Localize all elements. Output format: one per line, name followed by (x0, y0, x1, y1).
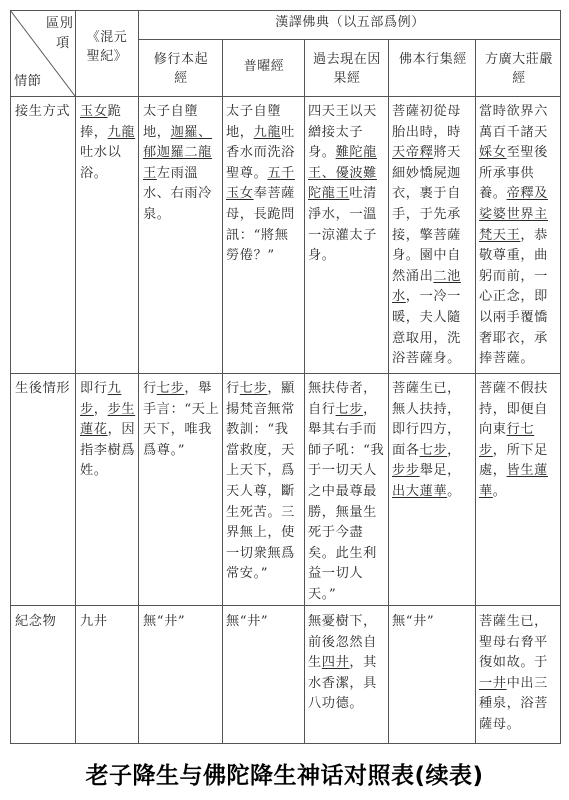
underlined-term: 七步 (156, 381, 185, 396)
cell-r2-col5 (479, 379, 559, 503)
cell-text: ， (93, 401, 108, 417)
cell-text: 舉足， (419, 463, 461, 479)
row-label-birth-method: 接生方式 (15, 104, 71, 119)
cell-text: 。 (447, 483, 461, 499)
cell-r1-col4 (392, 102, 473, 370)
cell-text: ，一冷一暖，夫人隨意取用，洗浴菩薩身。 (392, 289, 461, 367)
header-col-4: 佛本行集經 (398, 52, 467, 67)
cell-text: 即行 (80, 381, 108, 396)
cell-r3-col2 (226, 612, 302, 633)
cell-text: 菩薩初從母胎出時，時 (392, 104, 461, 140)
cell-text: 菩薩不假扶持，即便自向東 (479, 381, 548, 438)
underlined-term: 出大蓮華 (392, 483, 448, 499)
cell-text: 。 (492, 483, 507, 499)
underlined-term: 皆生蓮華 (479, 463, 548, 499)
header-col-2: 普曜經 (243, 59, 285, 74)
cell-text: 無扶侍者，自行 (308, 381, 377, 417)
cell-text: 太子自墮地， (226, 104, 282, 140)
cell-r3-col4 (392, 612, 473, 633)
cell-r2-hunyuan (80, 379, 136, 482)
underlined-term: 二池水 (392, 268, 461, 305)
cell-text: ，因指李樹爲姓。 (80, 422, 136, 479)
cell-r3-col1 (143, 612, 220, 633)
row-label-after-birth: 生後情形 (15, 381, 71, 396)
cell-text: 菩薩生已，聖母右脅平復如故。于 (479, 614, 548, 671)
cell-text: 當時欲界六萬百千諸天 (479, 104, 548, 140)
cell-text: 至聖後所承事供養。 (479, 145, 548, 202)
cell-text: 無“井” (392, 614, 435, 629)
row-label-memorial: 紀念物 (15, 614, 57, 629)
underlined-term: 迦羅、郁迦羅二龍王 (143, 124, 212, 181)
cell-text: ， (447, 442, 461, 458)
cell-r3-hunyuan (80, 612, 136, 633)
cell-text: 跪捧， (80, 104, 122, 140)
underlined-term: 七步 (335, 401, 364, 417)
underlined-term: 七步 (239, 381, 268, 396)
cell-text: 無“井” (143, 614, 186, 629)
cell-text: 將天細妙憍屍迦衣，裹于自手，于先承接，擎菩薩身。園中自然涌出 (392, 145, 461, 284)
cell-r2-col4 (392, 379, 473, 503)
underlined-term: 九龍 (253, 124, 282, 140)
underlined-term: 帝釋及娑婆世界主梵天王 (479, 186, 548, 243)
cell-r1-col1 (143, 102, 220, 226)
cell-r2-col2 (226, 379, 302, 585)
underlined-term: 行七步 (479, 422, 535, 458)
cell-text: 吐清淨水，一溫一涼灌太子身。 (308, 186, 377, 264)
header-col-5: 方廣大莊嚴經 (484, 52, 553, 86)
header-col-3: 過去現在因果經 (312, 52, 381, 86)
cell-text: 行 (143, 381, 157, 396)
table-caption: 老子降生与佛陀降生神话对照表(续表) (85, 763, 484, 789)
cell-text: 九井 (80, 614, 108, 629)
cell-text: 中出三種泉，浴菩薩母。 (479, 675, 548, 732)
corner-label-top: 區別 (46, 16, 74, 31)
cell-r2-col1 (143, 379, 220, 461)
cell-text: ，其水香潔，具八功德。 (308, 655, 377, 712)
underlined-term: 玉女 (80, 104, 108, 119)
underlined-term: 七步 (419, 442, 448, 458)
cell-r1-col3 (308, 102, 386, 267)
corner-label-bottom: 情節 (14, 74, 42, 89)
cell-text: 行 (226, 381, 240, 396)
underlined-term: 難陀龍王、優波難陀龍王 (308, 145, 377, 202)
underlined-term: 一井 (479, 675, 507, 691)
cell-text: 無憂樹下，前後忽然自生 (308, 614, 377, 671)
cell-text: 奉菩薩母，長跪問訊：“將無勞倦？” (226, 186, 295, 264)
header-col-1: 修行本起經 (153, 52, 209, 86)
underlined-term: 步生蓮花 (80, 401, 136, 438)
underlined-term: 五千玉女 (226, 165, 295, 202)
underlined-term: 婇女 (479, 145, 507, 161)
cell-text: 菩薩生已，無人扶持，即行四方，面各 (392, 381, 461, 458)
cell-r3-col5 (479, 612, 559, 736)
cell-text: 左雨溫水、右雨冷泉。 (143, 165, 212, 222)
cell-text: 太子自墮地， (143, 104, 199, 140)
cell-text: ，恭敬尊重，曲躬而前，一心正念，即以兩手覆憍奢耶衣，承捧菩薩。 (479, 227, 548, 367)
underlined-term: 四井 (321, 655, 350, 671)
cell-r1-hunyuan (80, 102, 136, 184)
cell-r2-col3 (308, 379, 386, 606)
cell-text: ，所下足處， (479, 442, 548, 479)
underlined-term: 九龍 (107, 124, 136, 140)
cell-text: 四天王以天繒接太子身。 (308, 104, 377, 161)
cell-text: ，顯揚梵音無常教訓：“我當救度，天上天下，爲天人尊，斷生死苦。三界無上，使一切衆無爲常安。” (226, 381, 295, 582)
header-group-title: 漢譯佛典（以五部爲例） (275, 15, 425, 30)
cell-text: 吐香水而洗浴聖尊。 (226, 124, 295, 181)
cell-r3-col3 (308, 612, 386, 715)
underlined-term: 九步 (80, 381, 122, 417)
cell-r1-col5 (479, 102, 559, 370)
underlined-term: 天帝釋 (392, 145, 434, 161)
cell-r1-col2 (226, 102, 302, 267)
cell-text: ，舉手言：“天上天下，唯我爲尊。” (143, 381, 220, 458)
underlined-term: 步步 (392, 463, 420, 479)
cell-text: 吐水以浴。 (80, 145, 122, 181)
header-hunyuan: 《混元聖紀》 (86, 30, 128, 64)
cell-text: ，舉其右手而師子吼：“我于一切天人之中最尊最勝，無量生死于今盡矣。此生利益一切人天。” (308, 401, 385, 602)
corner-label-mid: 項 (56, 36, 70, 51)
cell-text: 無“井” (226, 614, 269, 629)
